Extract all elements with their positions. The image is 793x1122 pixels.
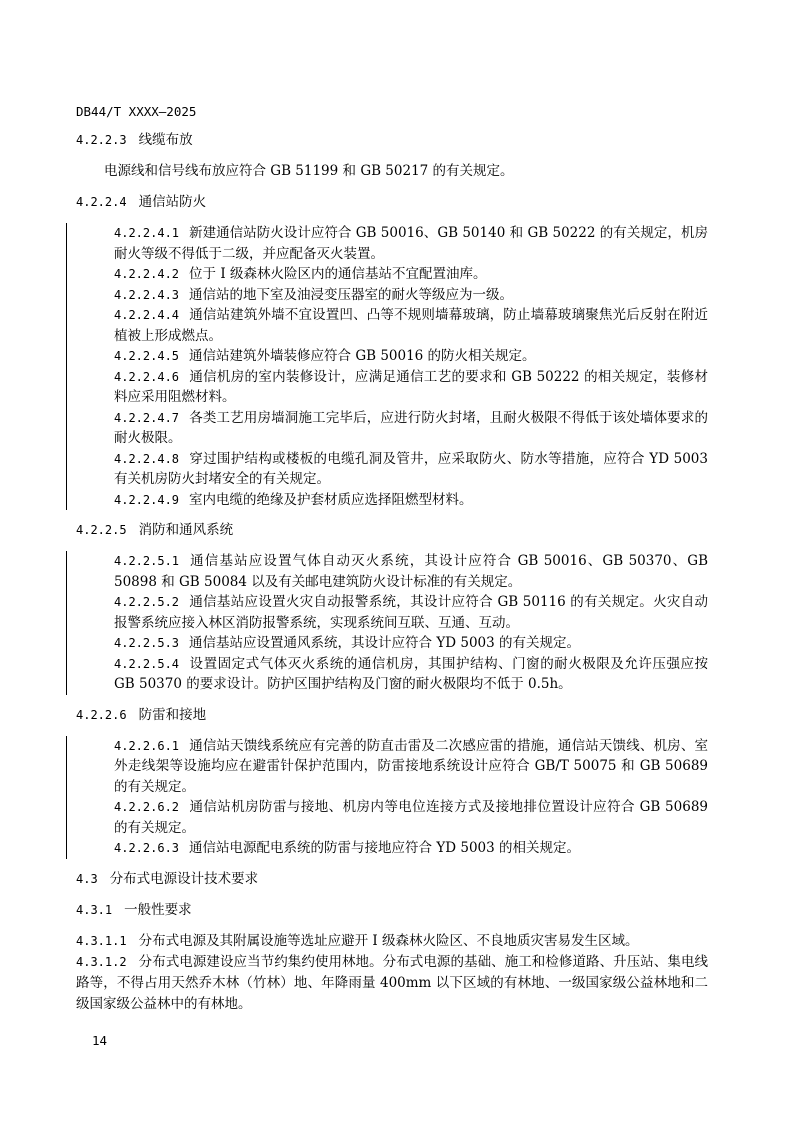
clause-number: 4.2.2.6.1	[114, 738, 180, 753]
clause-number: 4.2.2.4.2	[114, 267, 180, 281]
clause-text: 室内电缆的绝缘及护套材质应选择阻燃型材料。	[189, 491, 473, 508]
clause-item	[114, 305, 708, 346]
clause-number: 4.2.2.5.2	[114, 595, 180, 609]
paragraph-4-2-2-3: 电源线和信号线布放应符合 GB 51199 和 GB 50217 的有关规定。	[104, 163, 514, 179]
clause-number: 4.2.2.5.3	[114, 636, 180, 650]
clause-text: 通信站建筑外墙不宜设置凹、凸等不规则墙幕玻璃，防止墙幕玻璃聚焦光后反射在附近植被上形成燃点。	[114, 307, 708, 344]
clause-text: 位于 I 级森林火险区内的通信基站不宜配置油库。	[189, 266, 487, 282]
heading-number: 4.2.2.3	[76, 133, 127, 147]
clause-item	[114, 490, 708, 511]
clause-text: 通信基站应设置火灾自动报警系统，其设计应符合 GB 50116 的有关规定。火灾自动报警系统应接入林区消防报警系统，实现系统间互联、互通、互动。	[114, 594, 708, 631]
change-bar	[66, 736, 67, 859]
clause-item	[114, 736, 708, 798]
clause-item	[114, 838, 708, 859]
heading-title: 消防和通风系统	[138, 522, 234, 538]
clause-text: 新建通信站防火设计应符合 GB 50016、GB 50140 和 GB 50222 的有关规定，机房耐火等级不得低于二级，并应配备灭火装置。	[114, 225, 708, 262]
heading-4-3	[76, 869, 708, 890]
clause-item	[76, 931, 708, 952]
heading-title: 通信站防火	[138, 194, 207, 210]
clause-text: 穿过围护结构或楼板的电缆孔洞及管井，应采取防火、防水等措施，应符合 YD 5003 有关机房防火封堵安全的有关规定。	[114, 450, 708, 487]
heading-title: 防雷和接地	[138, 706, 207, 723]
clause-text: 通信站天馈线系统应有完善的防直击雷及二次感应雷的措施，通信站天馈线、机房、室外走线架等设施均应在避雷针保护范围内，防雷接地系统设计应符合 GB/T 50075 和 GB 50689 的有关规定。	[114, 737, 708, 795]
heading-4-2-2-4	[76, 192, 708, 213]
clause-item	[114, 408, 708, 449]
clause-text: 设置固定式气体灭火系统的通信机房，其围护结构、门窗的耐火极限及允许压强应按 GB 50370 的要求设计。防护区围护结构及门窗的耐火极限均不低于 0.5h。	[114, 655, 708, 692]
heading-number: 4.2.2.6	[76, 707, 127, 722]
clause-text: 通信站的地下室及油浸变压器室的耐火等级应为一级。	[189, 286, 514, 303]
heading-number: 4.2.2.5	[76, 523, 127, 537]
section-4-2-2-5	[76, 551, 708, 695]
clause-text: 分布式电源建设应当节约集约使用林地。分布式电源的基础、施工和检修道路、升压站、集电线路等，不得占用天然乔木林（竹林）地、年降雨量 400mm 以下区域的有林地、一级国家级公益林地和二级国家级公益林中的有林地。	[76, 953, 708, 1012]
heading-4-2-2-6	[76, 705, 708, 726]
clause-text: 分布式电源及其附属设施等选址应避开 I 级森林火险区、不良地质灾害易发生区域。	[138, 932, 639, 949]
clause-text: 各类工艺用房墙洞施工完毕后，应进行防火封堵，且耐火极限不得低于该处墙体要求的耐火极限。	[114, 409, 708, 446]
clause-item	[114, 264, 708, 285]
change-bar	[66, 223, 67, 510]
clause-item	[114, 551, 708, 592]
clause-text: 通信站机房防雷与接地、机房内等电位连接方式及接地排位置设计应符合 GB 50689 的有关规定。	[114, 799, 708, 836]
clause-number: 4.2.2.6.3	[114, 841, 180, 855]
heading-number: 4.3	[76, 871, 98, 886]
clause-number: 4.2.2.4.5	[114, 349, 180, 363]
clause-item	[114, 285, 708, 306]
clause-item	[114, 346, 708, 367]
clause-item	[114, 654, 708, 695]
heading-title: 分布式电源设计技术要求	[109, 870, 259, 887]
clause-item	[114, 797, 708, 838]
clause-text: 通信机房的室内装修设计，应满足通信工艺的要求和 GB 50222 的相关规定，装修材料应采用阻燃材料。	[114, 368, 708, 405]
clause-item	[114, 449, 708, 490]
change-bar	[66, 551, 67, 695]
standard-code: DB44/T XXXX—2025	[76, 104, 197, 119]
heading-number: 4.3.1	[76, 902, 113, 917]
section-4-2-2-6	[76, 736, 708, 859]
clause-number: 4.2.2.4.9	[114, 492, 180, 507]
clause-number: 4.2.2.4.8	[114, 451, 180, 466]
clause-text: 通信站建筑外墙装修应符合 GB 50016 的防火相关规定。	[189, 348, 536, 364]
clause-number: 4.2.2.5.1	[114, 554, 180, 568]
clause-number: 4.2.2.4.4	[114, 308, 180, 322]
clause-number: 4.2.2.4.1	[114, 226, 180, 240]
clause-number: 4.2.2.6.2	[114, 800, 180, 814]
clause-number: 4.3.1.2	[76, 954, 127, 969]
clause-item	[76, 952, 708, 1015]
clause-text: 通信基站应设置气体自动灭火系统，其设计应符合 GB 50016、GB 50370、GB 50898 和 GB 50084 以及有关邮电建筑防火设计标准的有关规定。	[114, 553, 708, 590]
clause-text: 通信基站应设置通风系统，其设计应符合 YD 5003 的有关规定。	[189, 635, 580, 651]
clause-text: 通信站电源配电系统的防雷与接地应符合 YD 5003 的相关规定。	[189, 840, 580, 856]
page-number: 14	[92, 1033, 108, 1048]
clause-number: 4.2.2.4.6	[114, 369, 180, 384]
clause-number: 4.2.2.4.3	[114, 287, 180, 302]
clause-item	[114, 367, 708, 408]
heading-title: 线缆布放	[138, 132, 193, 148]
heading-4-3-1	[76, 900, 708, 921]
clause-item	[114, 223, 708, 264]
heading-number: 4.2.2.4	[76, 195, 127, 209]
document-body	[76, 130, 708, 1015]
clause-item	[114, 592, 708, 633]
heading-4-2-2-5	[76, 520, 708, 541]
section-4-2-2-4	[76, 223, 708, 510]
heading-title: 一般性要求	[124, 901, 192, 918]
clause-number: 4.2.2.4.7	[114, 410, 180, 425]
clause-number: 4.3.1.1	[76, 933, 127, 948]
clause-item	[114, 633, 708, 654]
clause-number: 4.2.2.5.4	[114, 656, 180, 671]
heading-4-2-2-3	[76, 130, 708, 151]
